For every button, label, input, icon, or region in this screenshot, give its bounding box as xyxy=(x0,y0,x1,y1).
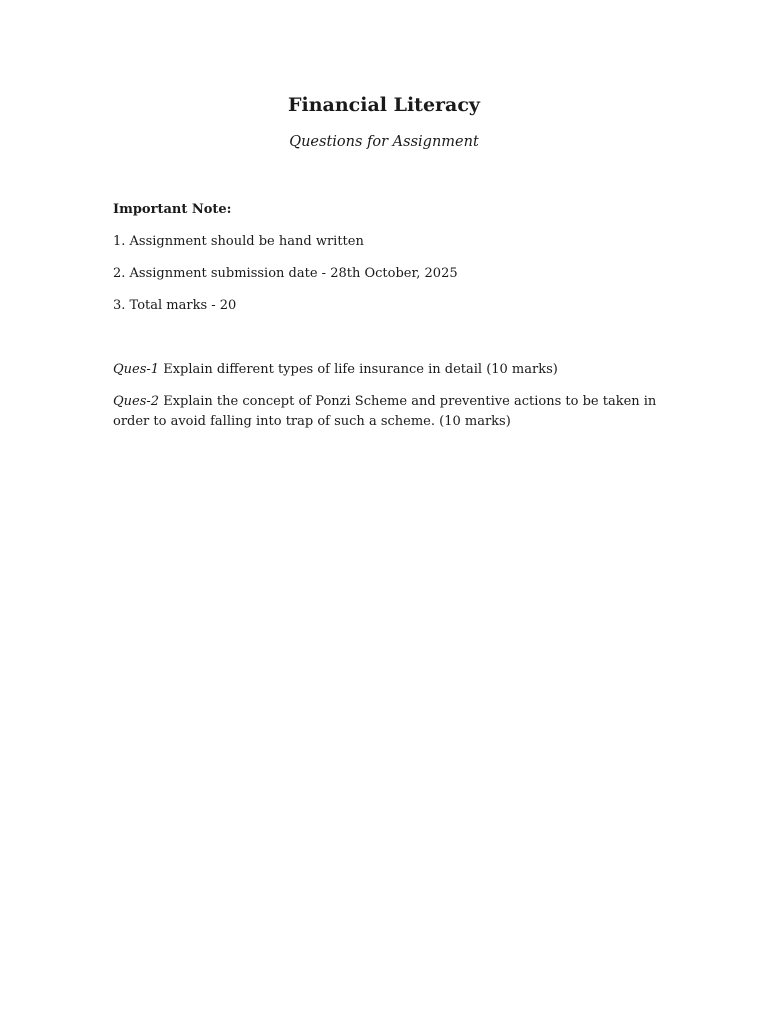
note-item: 2. Assignment submission date - 28th October, 2025 xyxy=(113,266,458,281)
note-item: 1. Assignment should be hand written xyxy=(113,234,364,249)
document-title: Financial Literacy xyxy=(288,94,480,116)
important-note-heading: Important Note: xyxy=(113,202,232,217)
question-text: Explain the concept of Ponzi Scheme and preventive actions to be taken in order to avoid falling into trap of such a scheme. (10 marks) xyxy=(113,394,657,429)
note-item: 3. Total marks - 20 xyxy=(113,298,237,313)
question-label: Ques-1 xyxy=(113,362,160,377)
question-2 xyxy=(113,392,658,432)
question-1 xyxy=(113,360,658,380)
question-label: Ques-2 xyxy=(113,394,160,409)
question-text: Explain different types of life insurance in detail (10 marks) xyxy=(163,362,558,377)
document-subtitle: Questions for Assignment xyxy=(289,134,479,150)
